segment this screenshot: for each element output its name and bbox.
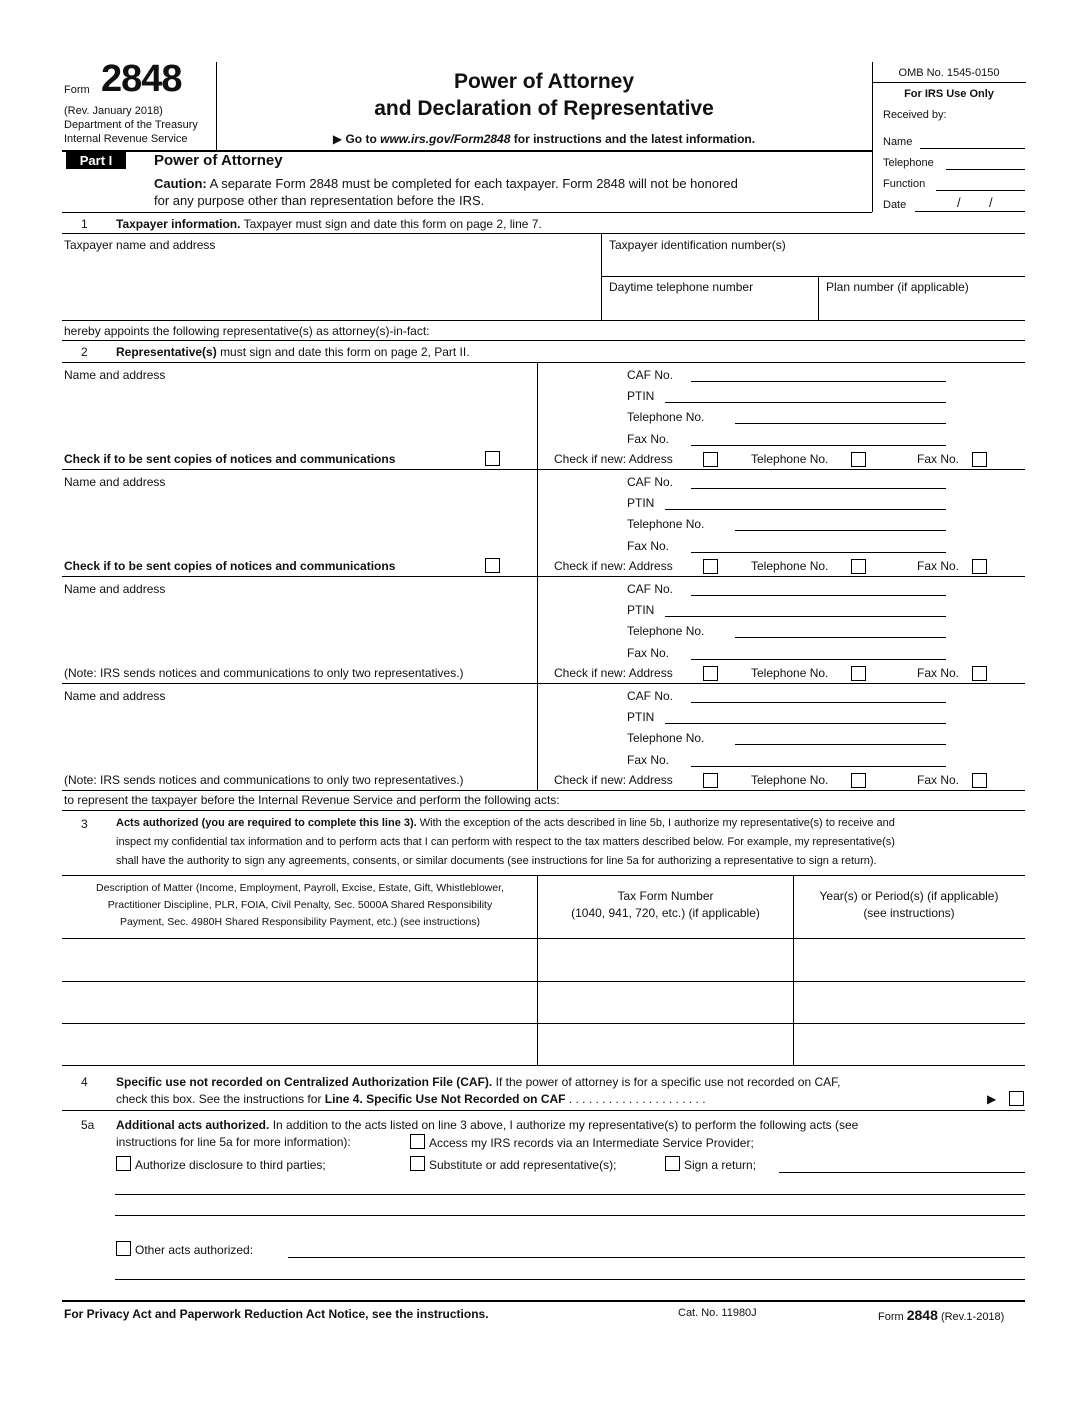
check-new-address-label: Check if new: Address xyxy=(554,773,673,787)
additional-acts-line[interactable] xyxy=(115,1215,1025,1216)
caution-text: A separate Form 2848 must be completed for each taxpayer. Form 2848 will not be honored xyxy=(209,176,738,191)
rep-tel-field[interactable] xyxy=(735,423,946,424)
year-header-line: (see instructions) xyxy=(863,906,955,920)
rep-ptin-label: PTIN xyxy=(627,710,655,724)
form-title-line1: Power of Attorney xyxy=(453,70,635,93)
line2-bold: Representative(s) xyxy=(116,345,217,359)
matter-header-line: Payment, Sec. 4980H Shared Responsibility Payment, etc.) (see instructions) xyxy=(119,916,481,928)
new-fax-checkbox[interactable] xyxy=(972,559,987,574)
rep-separator xyxy=(62,576,1025,577)
line3-text3: shall have the authority to sign any agreements, consents, or similar documents (see instructions for line 5a for authorizing a representative to sign a return). xyxy=(116,855,877,867)
rep-caf-field[interactable] xyxy=(691,702,946,703)
rep-caf-label: CAF No. xyxy=(627,582,674,596)
line1-rest: Taxpayer must sign and date this form on page 2, line 7. xyxy=(243,217,542,231)
line5a-text1 xyxy=(116,1118,858,1132)
substitute-checkbox[interactable] xyxy=(410,1156,425,1171)
irs-date-label: Date xyxy=(883,199,907,211)
rep-bottom-note: (Note: IRS sends notices and communications to only two representatives.) xyxy=(64,666,464,680)
form-label: Form xyxy=(64,84,90,96)
line3-number: 3 xyxy=(81,817,88,831)
matter-column-header xyxy=(62,880,538,931)
rep-tel-label: Telephone No. xyxy=(627,624,705,638)
omb-number: OMB No. 1545-0150 xyxy=(898,67,1000,79)
rep-fax-label: Fax No. xyxy=(627,539,670,553)
year-header-line: Year(s) or Period(s) (if applicable) xyxy=(819,889,999,903)
additional-acts-line[interactable] xyxy=(115,1194,1025,1195)
caution-label: Caution: xyxy=(154,176,207,191)
privacy-notice: For Privacy Act and Paperwork Reduction Act Notice, see the instructions. xyxy=(64,1307,489,1321)
other-acts-label: Other acts authorized: xyxy=(135,1243,254,1257)
rep-ptin-field[interactable] xyxy=(665,402,946,403)
rep-tel-label: Telephone No. xyxy=(627,410,705,424)
rep-caf-label: CAF No. xyxy=(627,368,674,382)
line1-heading xyxy=(116,217,542,231)
new-telephone-checkbox[interactable] xyxy=(851,773,866,788)
check-new-address-label: Check if new: Address xyxy=(554,559,673,573)
part-title: Power of Attorney xyxy=(154,152,283,169)
irs-date-field[interactable] xyxy=(915,211,1025,212)
rep-divider xyxy=(537,469,538,576)
date-separator: / xyxy=(989,195,993,210)
line2-rest: must sign and date this form on page 2, Part II. xyxy=(220,345,470,359)
irs-telephone-field[interactable] xyxy=(946,169,1025,170)
rep-ptin-label: PTIN xyxy=(627,603,655,617)
rep-tel-label: Telephone No. xyxy=(627,517,705,531)
instructions-link-line xyxy=(216,132,872,146)
check-new-fax-label: Fax No. xyxy=(917,666,960,680)
irs-name-label: Name xyxy=(883,136,913,148)
rep-divider xyxy=(537,683,538,790)
check-new-telephone-label: Telephone No. xyxy=(751,773,829,787)
received-by-label: Received by: xyxy=(883,109,947,121)
irs-use-only: For IRS Use Only xyxy=(904,88,994,100)
table-row[interactable] xyxy=(62,1065,1025,1066)
rep-fax-field[interactable] xyxy=(691,445,946,446)
new-address-checkbox[interactable] xyxy=(703,559,718,574)
footer-form-number: 2848 xyxy=(906,1307,938,1323)
check-new-fax-label: Fax No. xyxy=(917,452,960,466)
line3-rest: With the exception of the acts described in line 5b, I authorize my representative(s) to receive and xyxy=(419,817,895,829)
sign-return-field[interactable] xyxy=(779,1172,1025,1173)
rep-caf-field[interactable] xyxy=(691,595,946,596)
line4-dots: . . . . . . . . . . . . . . . . . . . . . xyxy=(568,1092,706,1106)
footer-form-label: Form xyxy=(878,1311,904,1323)
appoints-text: hereby appoints the following representative(s) as attorney(s)-in-fact: xyxy=(64,324,430,338)
copies-checkbox[interactable] xyxy=(485,558,500,573)
rep-fax-label: Fax No. xyxy=(627,646,670,660)
line3-bold: Acts authorized (you are required to complete this line 3). xyxy=(116,817,417,829)
caution-line2: for any purpose other than representation before the IRS. xyxy=(154,193,485,208)
part-badge: Part I xyxy=(66,152,126,169)
rep-caf-field[interactable] xyxy=(691,488,946,489)
rep-separator xyxy=(62,683,1025,684)
new-telephone-checkbox[interactable] xyxy=(851,559,866,574)
new-telephone-checkbox[interactable] xyxy=(851,666,866,681)
check-new-address-label: Check if new: Address xyxy=(554,666,673,680)
rep-fax-label: Fax No. xyxy=(627,432,670,446)
department: Department of the Treasury xyxy=(64,119,198,131)
new-address-checkbox[interactable] xyxy=(703,773,718,788)
line5a-rest: In addition to the acts listed on line 3 above, I authorize my representative(s) to perform the following acts (see xyxy=(272,1118,859,1132)
footer-form-id xyxy=(878,1307,1004,1323)
line3-text2: inspect my confidential tax information and to perform acts that I can perform with respect to the tax matters described below. For example, my representative(s) xyxy=(116,836,895,848)
rep-ptin-field[interactable] xyxy=(665,509,946,510)
represent-text: to represent the taxpayer before the Internal Revenue Service and perform the following acts: xyxy=(64,793,560,807)
form-number: 2848 xyxy=(101,58,182,100)
rep-separator xyxy=(62,790,1025,791)
rep-name-address-label: Name and address xyxy=(64,368,166,382)
rep-ptin-label: PTIN xyxy=(627,389,655,403)
new-fax-checkbox[interactable] xyxy=(972,452,987,467)
line2-number: 2 xyxy=(81,345,88,359)
matter-header-line: Description of Matter (Income, Employment, Payroll, Excise, Estate, Gift, Whistleblower, xyxy=(96,882,504,894)
check-new-telephone-label: Telephone No. xyxy=(751,559,829,573)
rep-separator xyxy=(62,469,1025,470)
irs-telephone-label: Telephone xyxy=(883,157,934,169)
catalog-number: Cat. No. 11980J xyxy=(678,1307,757,1319)
line4-number: 4 xyxy=(81,1075,88,1089)
revision-date: (Rev. January 2018) xyxy=(64,105,163,117)
sign-return-label: Sign a return; xyxy=(684,1158,757,1172)
rep-ptin-field[interactable] xyxy=(665,723,946,724)
substitute-label: Substitute or add representative(s); xyxy=(429,1158,617,1172)
rep-ptin-field[interactable] xyxy=(665,616,946,617)
plan-number-label: Plan number (if applicable) xyxy=(826,280,969,294)
check-new-telephone-label: Telephone No. xyxy=(751,666,829,680)
date-separator: / xyxy=(957,195,961,210)
access-records-checkbox[interactable] xyxy=(410,1134,425,1149)
arrow-right-icon: ▶ xyxy=(987,1092,997,1106)
agency: Internal Revenue Service xyxy=(64,133,188,145)
check-new-fax-label: Fax No. xyxy=(917,559,960,573)
line4-text2 xyxy=(116,1092,706,1106)
other-acts-line[interactable] xyxy=(115,1279,1025,1280)
rep-fax-field[interactable] xyxy=(691,659,946,660)
line4-rest: If the power of attorney is for a specific use not recorded on CAF, xyxy=(495,1075,841,1089)
tax-form-header-line: (1040, 941, 720, etc.) (if applicable) xyxy=(571,906,760,920)
rep-caf-label: CAF No. xyxy=(627,475,674,489)
table-row[interactable] xyxy=(62,1023,1025,1024)
rep-fax-field[interactable] xyxy=(691,552,946,553)
rep-bottom-note: (Note: IRS sends notices and communications to only two representatives.) xyxy=(64,773,464,787)
footer-revision: (Rev.1-2018) xyxy=(940,1311,1005,1323)
check-new-telephone-label: Telephone No. xyxy=(751,452,829,466)
rep-fax-label: Fax No. xyxy=(627,753,670,767)
specific-use-checkbox[interactable] xyxy=(1009,1091,1024,1106)
line2-heading xyxy=(116,345,470,359)
form-title-line2: and Declaration of Representative xyxy=(374,97,714,120)
new-address-checkbox[interactable] xyxy=(703,452,718,467)
goto-prefix: Go to xyxy=(345,132,377,146)
taxpayer-id-label: Taxpayer identification number(s) xyxy=(609,238,786,252)
line1-bold: Taxpayer information. xyxy=(116,217,241,231)
arrow-right-icon: ▶ xyxy=(332,132,343,146)
line1-number: 1 xyxy=(81,217,88,231)
access-records-label: Access my IRS records via an Intermediate Service Provider; xyxy=(429,1136,754,1150)
line3-text1 xyxy=(116,817,895,829)
check-new-address-label: Check if new: Address xyxy=(554,452,673,466)
rep-tel-label: Telephone No. xyxy=(627,731,705,745)
new-fax-checkbox[interactable] xyxy=(972,773,987,788)
rep-fax-field[interactable] xyxy=(691,766,946,767)
rep-tel-field[interactable] xyxy=(735,530,946,531)
rep-caf-label: CAF No. xyxy=(627,689,674,703)
rep-divider xyxy=(537,362,538,469)
rep-ptin-label: PTIN xyxy=(627,496,655,510)
irs-function-field[interactable] xyxy=(936,190,1025,191)
new-address-checkbox[interactable] xyxy=(703,666,718,681)
line4-text: check this box. See the instructions for xyxy=(116,1092,322,1106)
other-acts-field[interactable] xyxy=(288,1257,1025,1258)
line4-bold: Specific use not recorded on Centralized Authorization File (CAF). xyxy=(116,1075,493,1089)
line4-ref: Line 4. Specific Use Not Recorded on CAF xyxy=(324,1092,566,1106)
irs-form-url[interactable]: www.irs.gov/Form2848 xyxy=(380,132,511,146)
year-column-header xyxy=(793,888,1025,922)
goto-suffix: for instructions and the latest information. xyxy=(513,132,756,146)
rep-bottom-note: Check if to be sent copies of notices and communications xyxy=(64,559,396,573)
disclosure-checkbox[interactable] xyxy=(116,1156,131,1171)
rep-name-address-label: Name and address xyxy=(64,582,166,596)
rep-name-address-label: Name and address xyxy=(64,689,166,703)
table-row[interactable] xyxy=(62,981,1025,982)
copies-checkbox[interactable] xyxy=(485,451,500,466)
taxpayer-name-address-label: Taxpayer name and address xyxy=(64,238,216,252)
tax-form-header-line: Tax Form Number xyxy=(617,889,714,903)
matter-header-line: Practitioner Discipline, PLR, FOIA, Civil Penalty, Sec. 5000A Shared Responsibility xyxy=(107,899,493,911)
tax-form-column-header xyxy=(538,888,793,922)
daytime-phone-label: Daytime telephone number xyxy=(609,280,754,294)
irs-function-label: Function xyxy=(883,178,926,190)
line4-text1 xyxy=(116,1075,840,1089)
line5a-bold: Additional acts authorized. xyxy=(116,1118,270,1132)
rep-bottom-note: Check if to be sent copies of notices and communications xyxy=(64,452,396,466)
new-fax-checkbox[interactable] xyxy=(972,666,987,681)
disclosure-label: Authorize disclosure to third parties; xyxy=(135,1158,326,1172)
rep-tel-field[interactable] xyxy=(735,744,946,745)
rep-name-address-label: Name and address xyxy=(64,475,166,489)
new-telephone-checkbox[interactable] xyxy=(851,452,866,467)
line5a-text2: instructions for line 5a for more information): xyxy=(116,1135,351,1149)
rep-tel-field[interactable] xyxy=(735,637,946,638)
line5a-number: 5a xyxy=(81,1118,95,1132)
sign-return-checkbox[interactable] xyxy=(665,1156,680,1171)
irs-name-field[interactable] xyxy=(920,148,1025,149)
check-new-fax-label: Fax No. xyxy=(917,773,960,787)
caution-line1 xyxy=(154,176,738,191)
rep-divider xyxy=(537,576,538,683)
other-acts-checkbox[interactable] xyxy=(116,1241,131,1256)
rep-caf-field[interactable] xyxy=(691,381,946,382)
